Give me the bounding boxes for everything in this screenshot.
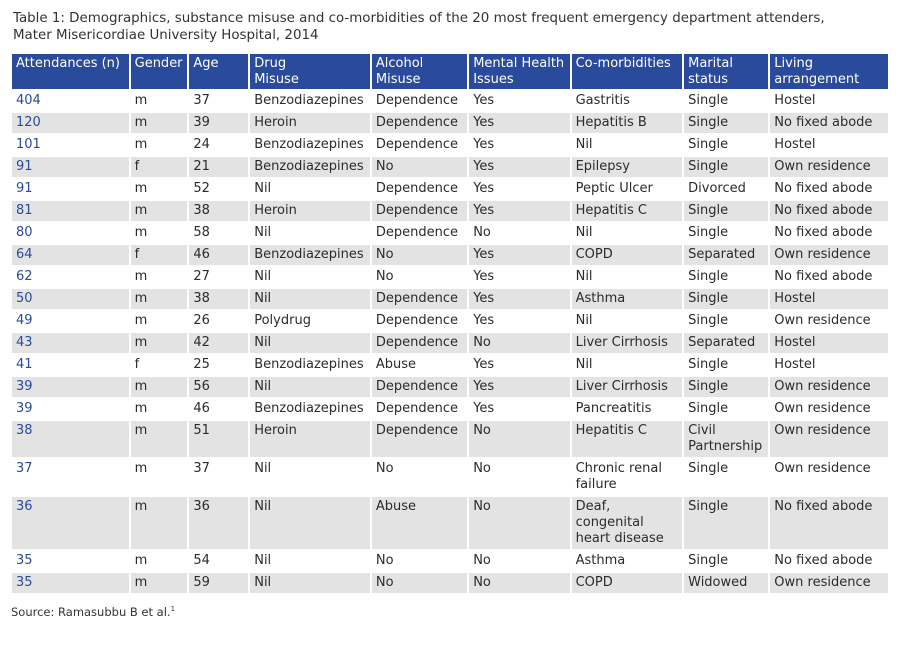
cell-age: 38 <box>189 201 248 221</box>
table-row <box>12 421 888 457</box>
table-row <box>12 355 888 375</box>
cell-alcohol-misuse: No <box>372 157 467 177</box>
cell-alcohol-misuse: Dependence <box>372 223 467 243</box>
cell-living-arrangement: No fixed abode <box>770 201 888 221</box>
cell-gender: m <box>131 201 188 221</box>
cell-co-morbidities: COPD <box>572 245 683 265</box>
cell-gender: m <box>131 289 188 309</box>
cell-co-morbidities: Pancreatitis <box>572 399 683 419</box>
cell-marital-status: Single <box>684 459 768 495</box>
header-attendances: Attendances (n) <box>12 54 129 89</box>
cell-living-arrangement: Own residence <box>770 311 888 331</box>
cell-marital-status: Single <box>684 551 768 571</box>
cell-mental-health: Yes <box>469 311 569 331</box>
cell-alcohol-misuse: Dependence <box>372 377 467 397</box>
table-row <box>12 399 888 419</box>
cell-gender: f <box>131 157 188 177</box>
cell-gender: m <box>131 267 188 287</box>
cell-age: 46 <box>189 245 248 265</box>
cell-attendances: 91 <box>12 157 129 177</box>
cell-co-morbidities: Chronic renal failure <box>572 459 683 495</box>
cell-attendances: 49 <box>12 311 129 331</box>
cell-drug-misuse: Heroin <box>250 113 370 133</box>
cell-attendances: 36 <box>12 497 129 549</box>
cell-gender: m <box>131 113 188 133</box>
cell-attendances: 37 <box>12 459 129 495</box>
cell-marital-status: Single <box>684 201 768 221</box>
cell-alcohol-misuse: Abuse <box>372 355 467 375</box>
cell-age: 46 <box>189 399 248 419</box>
cell-age: 58 <box>189 223 248 243</box>
cell-age: 21 <box>189 157 248 177</box>
header-drug-misuse: Drug Misuse <box>250 54 370 89</box>
table-row <box>12 267 888 287</box>
cell-living-arrangement: Own residence <box>770 157 888 177</box>
table-row <box>12 551 888 571</box>
table-row <box>12 201 888 221</box>
cell-gender: m <box>131 179 188 199</box>
cell-drug-misuse: Nil <box>250 551 370 571</box>
cell-mental-health: Yes <box>469 399 569 419</box>
cell-mental-health: Yes <box>469 377 569 397</box>
table-header-row <box>12 54 888 89</box>
cell-alcohol-misuse: No <box>372 459 467 495</box>
cell-attendances: 50 <box>12 289 129 309</box>
cell-living-arrangement: Own residence <box>770 421 888 457</box>
table-row <box>12 573 888 593</box>
source-reference: 1 <box>170 605 176 614</box>
cell-age: 25 <box>189 355 248 375</box>
header-co-morbidities: Co-morbidities <box>572 54 683 89</box>
cell-mental-health: Yes <box>469 179 569 199</box>
cell-gender: m <box>131 551 188 571</box>
cell-attendances: 62 <box>12 267 129 287</box>
cell-mental-health: No <box>469 551 569 571</box>
cell-co-morbidities: Liver Cirrhosis <box>572 333 683 353</box>
cell-mental-health: Yes <box>469 201 569 221</box>
header-age: Age <box>189 54 248 89</box>
cell-age: 24 <box>189 135 248 155</box>
cell-co-morbidities: Hepatitis C <box>572 201 683 221</box>
cell-alcohol-misuse: Dependence <box>372 311 467 331</box>
cell-mental-health: No <box>469 333 569 353</box>
table-caption: Table 1: Demographics, substance misuse and co-morbidities of the 20 most frequent emergency department attenders, Mater Misericordiae University Hospital, 2014 <box>13 11 825 43</box>
cell-marital-status: Single <box>684 91 768 111</box>
cell-marital-status: Civil Partnership <box>684 421 768 457</box>
cell-living-arrangement: Own residence <box>770 245 888 265</box>
table-body <box>12 91 888 593</box>
cell-alcohol-misuse: Dependence <box>372 421 467 457</box>
cell-co-morbidities: Gastritis <box>572 91 683 111</box>
header-marital-status: Marital status <box>684 54 768 89</box>
cell-age: 39 <box>189 113 248 133</box>
cell-drug-misuse: Benzodiazepines <box>250 157 370 177</box>
cell-mental-health: Yes <box>469 135 569 155</box>
cell-gender: m <box>131 135 188 155</box>
cell-marital-status: Single <box>684 497 768 549</box>
cell-gender: m <box>131 223 188 243</box>
cell-alcohol-misuse: Dependence <box>372 399 467 419</box>
cell-drug-misuse: Nil <box>250 459 370 495</box>
table-row <box>12 333 888 353</box>
cell-living-arrangement: No fixed abode <box>770 179 888 199</box>
cell-attendances: 64 <box>12 245 129 265</box>
cell-drug-misuse: Heroin <box>250 421 370 457</box>
cell-alcohol-misuse: Dependence <box>372 113 467 133</box>
cell-living-arrangement: No fixed abode <box>770 223 888 243</box>
cell-gender: m <box>131 311 188 331</box>
cell-gender: m <box>131 399 188 419</box>
cell-age: 36 <box>189 497 248 549</box>
cell-attendances: 91 <box>12 179 129 199</box>
cell-mental-health: No <box>469 223 569 243</box>
cell-drug-misuse: Benzodiazepines <box>250 245 370 265</box>
cell-marital-status: Single <box>684 311 768 331</box>
cell-alcohol-misuse: No <box>372 573 467 593</box>
cell-alcohol-misuse: Dependence <box>372 289 467 309</box>
cell-mental-health: Yes <box>469 157 569 177</box>
cell-alcohol-misuse: Dependence <box>372 201 467 221</box>
cell-attendances: 120 <box>12 113 129 133</box>
cell-living-arrangement: Own residence <box>770 573 888 593</box>
cell-drug-misuse: Nil <box>250 179 370 199</box>
cell-age: 51 <box>189 421 248 457</box>
cell-co-morbidities: Hepatitis B <box>572 113 683 133</box>
cell-living-arrangement: No fixed abode <box>770 551 888 571</box>
cell-attendances: 404 <box>12 91 129 111</box>
cell-attendances: 101 <box>12 135 129 155</box>
cell-attendances: 43 <box>12 333 129 353</box>
cell-marital-status: Single <box>684 399 768 419</box>
cell-mental-health: No <box>469 459 569 495</box>
cell-marital-status: Single <box>684 289 768 309</box>
cell-alcohol-misuse: No <box>372 267 467 287</box>
demographics-table <box>10 52 890 595</box>
source-note <box>11 605 888 619</box>
table-row <box>12 377 888 397</box>
cell-marital-status: Single <box>684 113 768 133</box>
cell-drug-misuse: Heroin <box>250 201 370 221</box>
cell-co-morbidities: Nil <box>572 355 683 375</box>
cell-co-morbidities: Hepatitis C <box>572 421 683 457</box>
cell-age: 37 <box>189 459 248 495</box>
cell-living-arrangement: Hostel <box>770 355 888 375</box>
cell-mental-health: Yes <box>469 267 569 287</box>
table-row <box>12 497 888 549</box>
cell-drug-misuse: Polydrug <box>250 311 370 331</box>
cell-alcohol-misuse: Dependence <box>372 135 467 155</box>
table-row <box>12 311 888 331</box>
table-row <box>12 179 888 199</box>
cell-living-arrangement: Own residence <box>770 399 888 419</box>
cell-marital-status: Divorced <box>684 179 768 199</box>
cell-marital-status: Separated <box>684 245 768 265</box>
cell-living-arrangement: No fixed abode <box>770 113 888 133</box>
cell-alcohol-misuse: Abuse <box>372 497 467 549</box>
cell-attendances: 35 <box>12 573 129 593</box>
cell-co-morbidities: Deaf, congenital heart disease <box>572 497 683 549</box>
cell-drug-misuse: Nil <box>250 333 370 353</box>
cell-living-arrangement: Hostel <box>770 333 888 353</box>
cell-gender: m <box>131 377 188 397</box>
cell-mental-health: Yes <box>469 355 569 375</box>
cell-attendances: 80 <box>12 223 129 243</box>
cell-gender: m <box>131 333 188 353</box>
cell-drug-misuse: Benzodiazepines <box>250 135 370 155</box>
cell-drug-misuse: Benzodiazepines <box>250 399 370 419</box>
table-row <box>12 157 888 177</box>
cell-gender: m <box>131 497 188 549</box>
cell-co-morbidities: Liver Cirrhosis <box>572 377 683 397</box>
cell-attendances: 39 <box>12 377 129 397</box>
cell-mental-health: Yes <box>469 289 569 309</box>
cell-alcohol-misuse: No <box>372 551 467 571</box>
cell-marital-status: Widowed <box>684 573 768 593</box>
cell-attendances: 35 <box>12 551 129 571</box>
table-row <box>12 459 888 495</box>
cell-living-arrangement: No fixed abode <box>770 497 888 549</box>
cell-alcohol-misuse: No <box>372 245 467 265</box>
cell-age: 52 <box>189 179 248 199</box>
cell-mental-health: Yes <box>469 113 569 133</box>
cell-co-morbidities: Peptic Ulcer <box>572 179 683 199</box>
cell-drug-misuse: Nil <box>250 377 370 397</box>
source-text: Source: Ramasubbu B et al. <box>11 605 171 619</box>
cell-age: 37 <box>189 91 248 111</box>
cell-alcohol-misuse: Dependence <box>372 179 467 199</box>
table-row <box>12 135 888 155</box>
cell-mental-health: No <box>469 497 569 549</box>
cell-living-arrangement: Own residence <box>770 377 888 397</box>
cell-attendances: 41 <box>12 355 129 375</box>
cell-marital-status: Single <box>684 377 768 397</box>
cell-gender: m <box>131 573 188 593</box>
header-living-arrangement: Living arrangement <box>770 54 888 89</box>
cell-co-morbidities: Nil <box>572 267 683 287</box>
cell-co-morbidities: COPD <box>572 573 683 593</box>
cell-co-morbidities: Nil <box>572 311 683 331</box>
cell-age: 54 <box>189 551 248 571</box>
cell-attendances: 38 <box>12 421 129 457</box>
table-row <box>12 113 888 133</box>
cell-age: 56 <box>189 377 248 397</box>
cell-co-morbidities: Nil <box>572 135 683 155</box>
cell-drug-misuse: Benzodiazepines <box>250 355 370 375</box>
cell-co-morbidities: Nil <box>572 223 683 243</box>
cell-gender: m <box>131 91 188 111</box>
header-mental-health: Mental Health Issues <box>469 54 569 89</box>
header-alcohol-misuse: Alcohol Misuse <box>372 54 467 89</box>
cell-age: 42 <box>189 333 248 353</box>
table-row <box>12 245 888 265</box>
cell-marital-status: Single <box>684 223 768 243</box>
cell-mental-health: No <box>469 573 569 593</box>
cell-attendances: 39 <box>12 399 129 419</box>
cell-drug-misuse: Nil <box>250 573 370 593</box>
cell-age: 38 <box>189 289 248 309</box>
cell-marital-status: Single <box>684 157 768 177</box>
cell-living-arrangement: Hostel <box>770 135 888 155</box>
cell-alcohol-misuse: Dependence <box>372 91 467 111</box>
cell-marital-status: Separated <box>684 333 768 353</box>
cell-age: 59 <box>189 573 248 593</box>
table-row <box>12 223 888 243</box>
cell-drug-misuse: Nil <box>250 223 370 243</box>
cell-living-arrangement: Hostel <box>770 91 888 111</box>
cell-mental-health: Yes <box>469 91 569 111</box>
table-row <box>12 289 888 309</box>
cell-co-morbidities: Epilepsy <box>572 157 683 177</box>
cell-drug-misuse: Benzodiazepines <box>250 91 370 111</box>
cell-co-morbidities: Asthma <box>572 289 683 309</box>
cell-marital-status: Single <box>684 355 768 375</box>
cell-age: 27 <box>189 267 248 287</box>
cell-gender: f <box>131 355 188 375</box>
cell-drug-misuse: Nil <box>250 267 370 287</box>
cell-drug-misuse: Nil <box>250 289 370 309</box>
cell-marital-status: Single <box>684 135 768 155</box>
cell-alcohol-misuse: Dependence <box>372 333 467 353</box>
cell-mental-health: Yes <box>469 245 569 265</box>
header-gender: Gender <box>131 54 188 89</box>
cell-drug-misuse: Nil <box>250 497 370 549</box>
cell-co-morbidities: Asthma <box>572 551 683 571</box>
cell-marital-status: Single <box>684 267 768 287</box>
cell-gender: m <box>131 459 188 495</box>
cell-living-arrangement: Own residence <box>770 459 888 495</box>
cell-attendances: 81 <box>12 201 129 221</box>
cell-living-arrangement: No fixed abode <box>770 267 888 287</box>
cell-living-arrangement: Hostel <box>770 289 888 309</box>
cell-age: 26 <box>189 311 248 331</box>
cell-gender: f <box>131 245 188 265</box>
cell-mental-health: No <box>469 421 569 457</box>
cell-gender: m <box>131 421 188 457</box>
table-row <box>12 91 888 111</box>
